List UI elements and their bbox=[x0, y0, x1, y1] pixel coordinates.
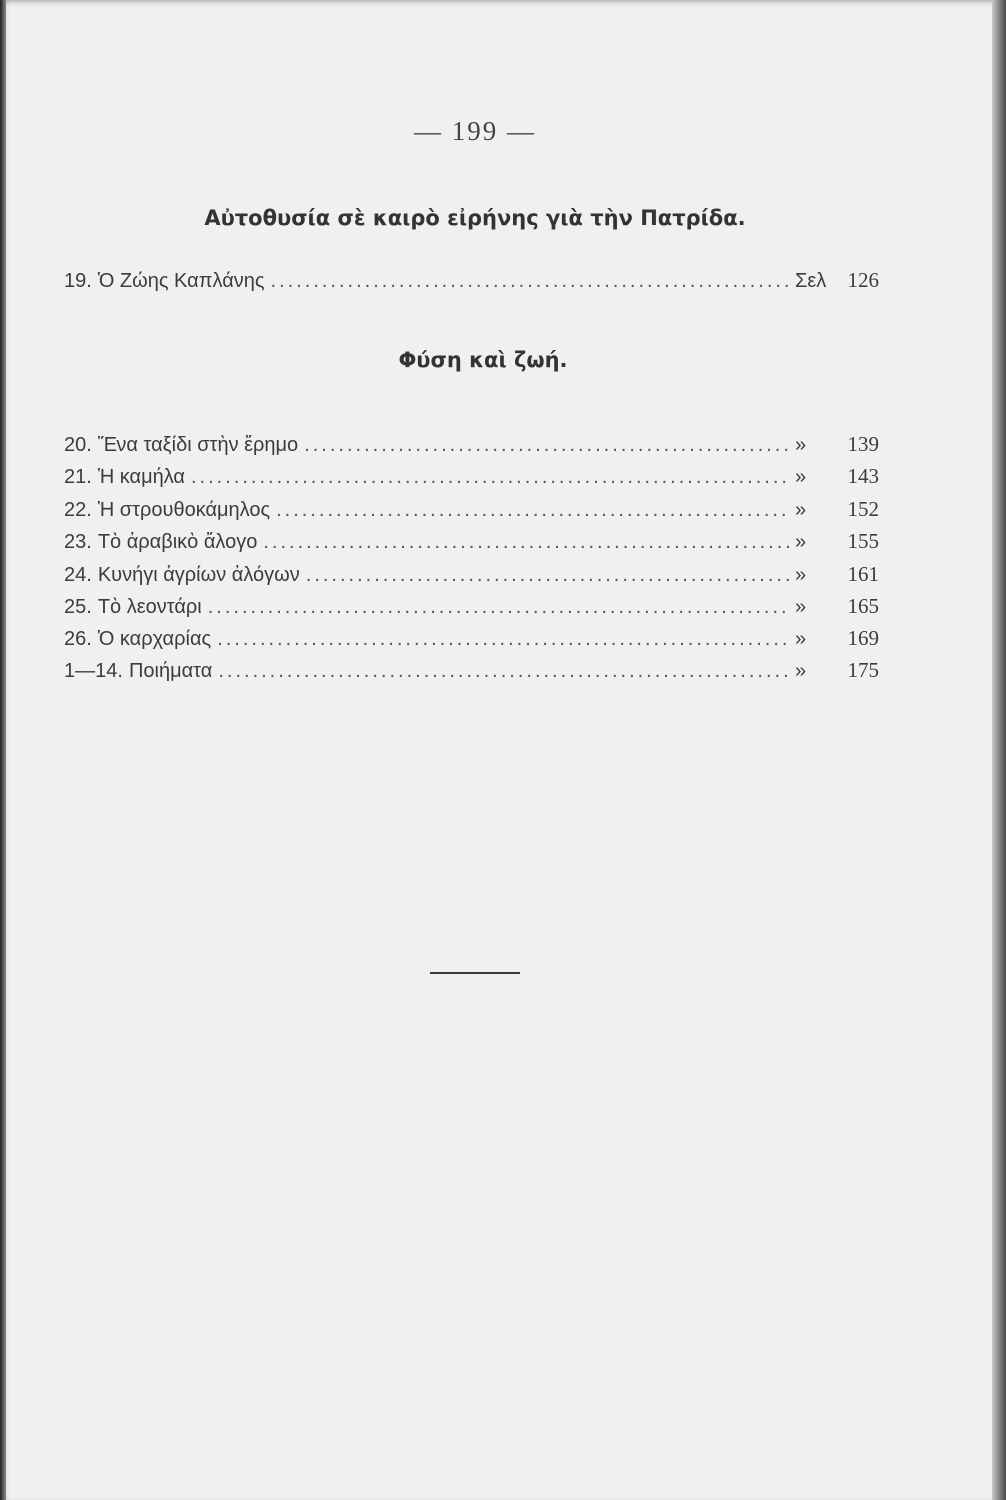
toc-entry bbox=[64, 594, 879, 624]
entry-page: 152 bbox=[847, 497, 879, 521]
ditto-mark: » bbox=[795, 628, 807, 650]
ditto-mark: » bbox=[795, 531, 807, 553]
leader-dots bbox=[306, 564, 789, 587]
toc-entry bbox=[64, 562, 879, 592]
entry-number: 22. bbox=[64, 499, 92, 521]
entry-page: 139 bbox=[847, 432, 879, 456]
ditto-mark: » bbox=[795, 466, 807, 488]
section-heading-sacrifice: Αὐτοθυσία σὲ καιρὸ εἰρήνης γιὰ τὴν Πατρίδα. bbox=[204, 206, 746, 230]
entry-page: 169 bbox=[847, 626, 879, 650]
entry-title: Τὸ λεοντάρι bbox=[97, 596, 202, 618]
ditto-mark: » bbox=[795, 434, 807, 456]
entry-page: 155 bbox=[847, 529, 879, 553]
ditto-mark: » bbox=[795, 660, 807, 682]
entry-title: Ἡ στρουθοκάμηλος bbox=[97, 499, 271, 521]
toc-entry bbox=[64, 464, 879, 494]
entry-page: 161 bbox=[847, 562, 879, 586]
toc-entry bbox=[64, 529, 879, 559]
leader-dots bbox=[304, 434, 789, 457]
section-heading-nature: Φύση καὶ ζωή. bbox=[398, 348, 568, 372]
leader-dots bbox=[276, 499, 789, 522]
entry-number: 24. bbox=[64, 564, 92, 586]
entry-page: 143 bbox=[847, 464, 879, 488]
entry-page: 175 bbox=[847, 658, 879, 682]
entry-page: 126 bbox=[847, 268, 879, 292]
entry-title: Κυνήγι ἀγρίων ἀλόγων bbox=[97, 564, 300, 586]
entry-page: 165 bbox=[847, 594, 879, 618]
closing-rule bbox=[430, 972, 520, 974]
leader-dots bbox=[217, 628, 789, 651]
entry-number: 1—14. bbox=[64, 660, 123, 682]
ditto-mark: » bbox=[795, 499, 807, 521]
toc-entry bbox=[64, 432, 879, 462]
entry-number: 20. bbox=[64, 434, 92, 456]
leader-dots bbox=[191, 466, 789, 489]
page-abbrev: Σελ bbox=[795, 270, 827, 292]
page-number: — 199 — bbox=[414, 116, 536, 146]
entry-title: Τὸ ἀραβικὸ ἄλογο bbox=[97, 531, 258, 553]
leader-dots bbox=[218, 660, 789, 683]
entry-title: Ἡ καμήλα bbox=[97, 466, 185, 488]
entry-number: 19. bbox=[64, 270, 92, 292]
leader-dots bbox=[271, 270, 789, 293]
entry-number: 25. bbox=[64, 596, 92, 618]
entry-number: 21. bbox=[64, 466, 92, 488]
entry-title: Ἕνα ταξίδι στὴν ἔρημο bbox=[97, 434, 299, 456]
toc-entry bbox=[64, 268, 879, 298]
entry-number: 26. bbox=[64, 628, 92, 650]
page-right-edge bbox=[992, 0, 1006, 1500]
leader-dots bbox=[263, 531, 789, 554]
toc-entry bbox=[64, 658, 879, 688]
entry-title: Ποιήματα bbox=[128, 660, 213, 682]
entry-number: 23. bbox=[64, 531, 92, 553]
ditto-mark: » bbox=[795, 564, 807, 586]
toc-entry bbox=[64, 626, 879, 656]
toc-entry bbox=[64, 497, 879, 527]
entry-title: Ὁ Ζώης Καπλάνης bbox=[97, 270, 265, 292]
entry-title: Ὁ καρχαρίας bbox=[97, 628, 212, 650]
ditto-mark: » bbox=[795, 596, 807, 618]
leader-dots bbox=[208, 596, 789, 619]
